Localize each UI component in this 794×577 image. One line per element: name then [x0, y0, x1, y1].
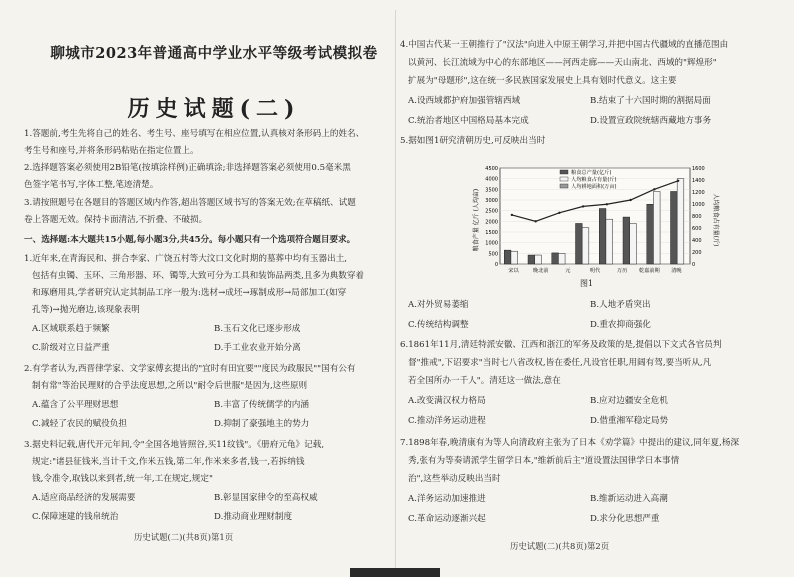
chart-legend-swatch: [560, 170, 568, 174]
chart-x-tick: 宋以: [508, 268, 519, 274]
chart-bar: [576, 223, 583, 264]
q1-stem: 1.近年来,在青海民和、拼合李家、广饶五村等大汶口文化时期的墓葬中均有玉器出土,: [24, 254, 348, 264]
chart-legend-label: 粮食总产量(亿斤): [571, 170, 612, 176]
q7-option-b[interactable]: B.维新运动进入高潮: [590, 494, 668, 504]
chart-bar: [528, 255, 535, 264]
q5-option-a[interactable]: A.对外贸易萎缩: [408, 300, 469, 310]
page-footer-left: 历史试题(二)(共8页)第1页: [134, 532, 234, 542]
chart-y-right-tick: 200: [692, 250, 702, 256]
q5-option-d[interactable]: D.重农抑商强化: [590, 320, 651, 330]
chart-y-left-tick: 4500: [485, 166, 498, 172]
q4-option-c[interactable]: C.统治者地区中国格局基本完成: [408, 116, 529, 126]
q1-stem: 包括有虫镯、玉环、三角形器、环、镯等,大致可分为工具和装饰品两类,且多为典数穿着: [32, 271, 365, 281]
chart-legend-swatch: [560, 184, 568, 188]
grain-chart: [470, 160, 720, 288]
q3-option-c[interactable]: C.保障速建的钱帛统治: [32, 512, 119, 522]
q6-stem: 督"推戒",下诏要求"当时七八省改权,皆在委任,凡设官任职,用阔有驾,要当听从,凡: [408, 358, 712, 368]
q3-option-a[interactable]: A.适应商品经济的发展需要: [32, 493, 136, 503]
q2-stem: 2.有学者认为,西晋律学家、文学家傅玄提出的"宜时有田宜要""度民为政服民""国有公有: [24, 364, 356, 374]
q7-stem: 秀,张有为等奏请派学生留学日本,"维新前后主"道设置法国律学日本事情: [408, 456, 680, 466]
q5-stem: 5.据如图1研究清朝历史,可反映出当时: [400, 136, 546, 146]
chart-x-tick: 元: [565, 268, 571, 274]
subject-title: 历史试题(二): [127, 96, 301, 122]
right-column: [400, 0, 780, 577]
q6-stem: 6.1861年11月,清廷特派安徽、江西和浙江的军务及政策的是,提倡以下文式各官员判: [400, 340, 722, 350]
chart-bar: [677, 179, 684, 264]
q7-option-c[interactable]: C.革命运动逐渐兴起: [408, 514, 486, 524]
page-footer-right: 历史试题(二)(共8页)第2页: [510, 541, 610, 551]
chart-bar: [671, 191, 678, 264]
instruction-line: 色签字笔书写,字体工整,笔迹清楚。: [24, 180, 159, 190]
chart-x-tick: 清晚: [671, 268, 682, 274]
q6-stem: 若全国所办一千人"。清廷这一做法,意在: [408, 376, 561, 386]
q6-option-d[interactable]: D.借重湘军稳定局势: [590, 416, 669, 426]
chart-x-tick: 晚北前: [532, 268, 549, 274]
exam-title: 聊城市2023年普通高中学业水平等级考试模拟卷: [50, 45, 378, 62]
chart-y-right-tick: 1000: [692, 202, 705, 208]
left-column: [24, 0, 394, 577]
q4-option-a[interactable]: A.设西域都护府加强管辖西域: [408, 96, 521, 106]
q2-option-d[interactable]: D.抑制了豪强地主的势力: [214, 419, 310, 429]
q6-option-b[interactable]: B.应对边疆安全危机: [590, 396, 668, 406]
chart-bar: [582, 228, 589, 264]
chart-bar: [630, 223, 637, 264]
instruction-line: 卷上答题无效。保持卡面清洁,不折叠、不破损。: [24, 215, 208, 225]
chart-bar: [599, 209, 606, 264]
q2-option-b[interactable]: B.丰富了传统儒学的内涵: [214, 400, 309, 410]
chart-x-tick: 明代: [589, 268, 601, 274]
q7-option-d[interactable]: D.求分化思想严重: [590, 514, 660, 524]
chart-legend-label: 人均耕地面积(万亩): [571, 184, 617, 190]
chart-y-left-tick: 500: [488, 251, 498, 258]
chart-y-left-tick: 1000: [485, 240, 498, 247]
figure-label: 图1: [580, 279, 594, 288]
chart-bar: [623, 217, 630, 264]
q4-option-d[interactable]: D.设置宣政院统辖西藏地方事务: [590, 116, 712, 126]
chart-y-right-tick: 400: [692, 238, 702, 244]
chart-y-right-tick: 1600: [692, 166, 705, 172]
q4-stem: 以黄河、长江流域为中心的东部地区——河西走廊——天山南北、西域的"辉煌形": [408, 58, 717, 68]
chart-legend-swatch: [560, 177, 568, 181]
chart-y-left-tick: 1500: [485, 230, 498, 236]
q6-option-a[interactable]: A.改变满汉权力格局: [408, 396, 486, 406]
q7-stem: 治",这些举动反映出当时: [408, 474, 501, 484]
q1-option-d[interactable]: D.手工业农业开始分离: [214, 343, 301, 353]
q6-option-c[interactable]: C.推动洋务运动进程: [408, 416, 486, 426]
q5-option-c[interactable]: C.传统结构调整: [408, 320, 469, 330]
q1-stem: 和琢磨用具,学者研究认定其制品工序一般为:选材→成坯→琢制成形→局部加工(如穿: [32, 288, 347, 298]
section-one-heading: 一、选择题:本大题共15小题,每小题3分,共45分。每小题只有一个选项符合题目要求。: [24, 235, 356, 245]
chart-y-right-label: 人均粮食占有量(斤): [712, 193, 719, 247]
q1-option-c[interactable]: C.阶级对立日益严重: [32, 343, 110, 353]
chart-y-left-tick: 3000: [485, 198, 498, 204]
binding-mark: [350, 568, 440, 577]
chart-x-tick: 万历: [616, 268, 628, 274]
q3-option-d[interactable]: D.推动商业理财制度: [214, 512, 293, 522]
chart-bar: [606, 219, 613, 264]
chart-legend-label: 人均粮食占有量(斤): [571, 177, 617, 183]
chart-y-left-tick: 3500: [485, 187, 498, 194]
q4-option-b[interactable]: B.结束了十六国时期的割据局面: [590, 96, 711, 106]
chart-y-left-label: 粮食产量 亿斤 (人均亩): [473, 188, 480, 252]
column-divider: [395, 10, 396, 570]
chart-bar: [535, 255, 542, 264]
chart-y-right-tick: 0: [692, 262, 696, 268]
q3-option-b[interactable]: B.彰显国家律令的至高权威: [214, 493, 318, 503]
chart-y-right-tick: 800: [692, 214, 702, 220]
instruction-line: 2.选择题答案必须使用2B铅笔(按填涂样例)正确填涂;非选择题答案必须使用0.5毫米黑: [24, 163, 351, 173]
q4-stem: 扩展为"母题形",这在统一多民族国家发展史上具有划时代意义。这主要: [408, 76, 677, 86]
q5-option-b[interactable]: B.人地矛盾突出: [590, 300, 651, 310]
instruction-line: 3.请按照题号在各题目的答题区域内作答,超出答题区域书写的答案无效;在草稿纸、试题: [24, 198, 356, 208]
chart-y-left-tick: 0: [494, 262, 498, 268]
q2-stem: 制有常"等治民理财的合乎法度思想,之所以"耐令后世服"是因为,这些原则: [32, 381, 308, 391]
instruction-line: 1.答题前,考生先将自己的姓名、考生号、座号填写在相应位置,认真核对条形码上的姓名、: [24, 129, 365, 139]
chart-bar: [504, 250, 511, 264]
chart-bar: [653, 191, 660, 264]
chart-bar: [511, 251, 518, 264]
q7-option-a[interactable]: A.洋务运动加速推进: [408, 494, 486, 504]
chart-y-right-tick: 600: [692, 226, 702, 232]
q1-option-b[interactable]: B.玉石文化已逐步形成: [214, 324, 301, 334]
q7-stem: 7.1898年春,晚清康有为等人向清政府主张为了日本《劝学篇》中提出的建议,同年夏,杨深: [400, 438, 740, 448]
q2-option-c[interactable]: C.减轻了农民的赋役负担: [32, 419, 127, 429]
chart-bar: [552, 253, 559, 264]
instruction-line: 考生号和座号,并将条形码粘贴在指定位置上。: [24, 146, 199, 156]
q2-option-a[interactable]: A.蕴含了公平理财思想: [32, 400, 119, 410]
chart-y-left-tick: 2000: [485, 219, 498, 226]
q3-stem: 钱,令准令,取钱以来到者,统一年,工在规定,规定": [32, 474, 213, 484]
chart-y-left-tick: 2500: [485, 208, 498, 215]
q1-stem: 孔等)→抛光磨边,该现象表明: [32, 305, 140, 315]
chart-y-right-tick: 1400: [692, 178, 705, 184]
chart-y-right-tick: 1200: [692, 190, 705, 196]
q1-option-a[interactable]: A.区域联系趋于频繁: [32, 324, 110, 334]
q3-stem: 规定:"诸县征钱米,当计千文,作米五钱,第二年,作米来多者,钱一,若拆纳钱: [32, 457, 305, 467]
chart-bar: [647, 204, 654, 264]
chart-x-tick: 乾嘉前期: [638, 268, 660, 274]
chart-y-left-tick: 4000: [485, 176, 498, 183]
q4-stem: 4.中国古代某一王朝推行了"汉法"向进入中原王朝学习,并把中国古代疆域的直播范围由: [400, 40, 729, 50]
chart-bar: [558, 253, 565, 264]
q3-stem: 3.据史料记载,唐代开元年间,令"全国各地皆照谷,买11纹钱"。《册府元龟》记载,: [24, 440, 325, 450]
